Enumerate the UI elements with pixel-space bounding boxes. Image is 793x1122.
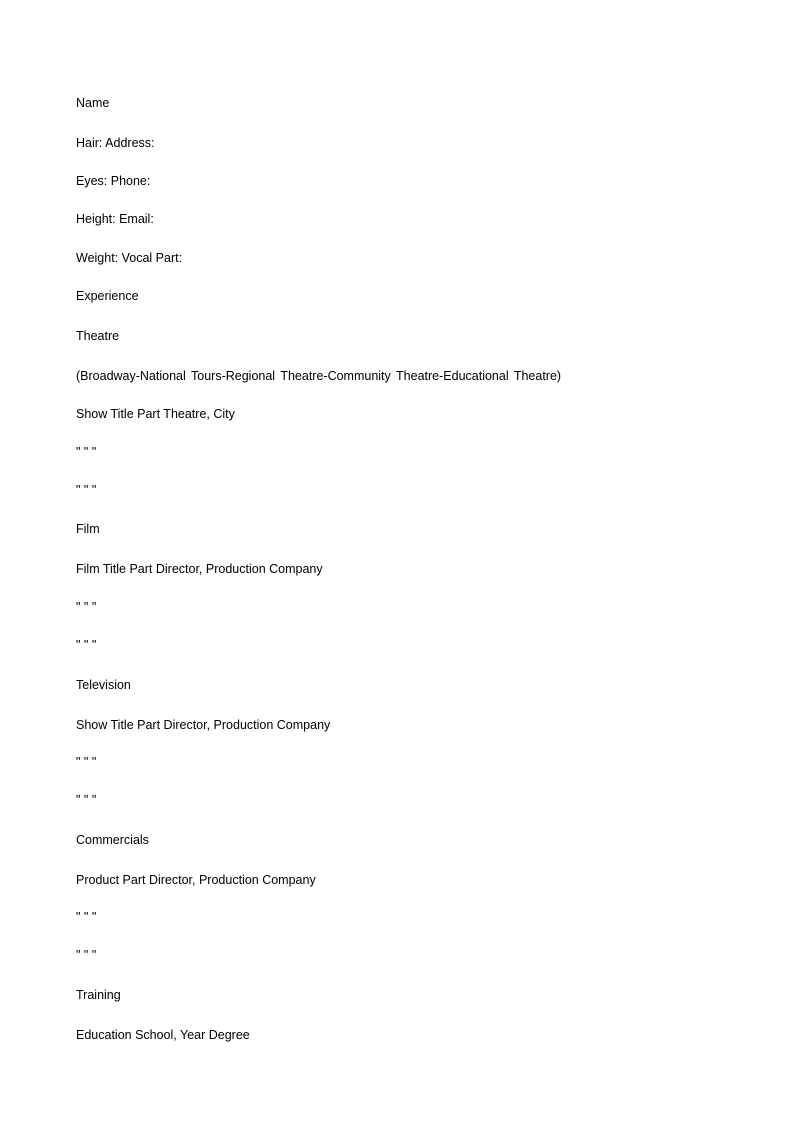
film-entry: Film Title Part Director, Production Company	[76, 562, 323, 576]
theatre-categories: (Broadway-National Tours-Regional Theatre-Community Theatre-Educational Theatre)	[76, 369, 562, 383]
film-ditto-1: " " "	[76, 600, 97, 614]
theatre-heading: Theatre	[76, 329, 120, 343]
eyes-phone-field: Eyes: Phone:	[76, 174, 151, 188]
film-heading: Film	[76, 522, 100, 536]
experience-heading: Experience	[76, 289, 139, 303]
theatre-ditto-1: " " "	[76, 445, 97, 459]
television-ditto-2: " " "	[76, 793, 97, 807]
commercials-entry: Product Part Director, Production Company	[76, 873, 316, 887]
training-heading: Training	[76, 988, 121, 1002]
television-entry: Show Title Part Director, Production Company	[76, 718, 331, 732]
commercials-heading: Commercials	[76, 833, 149, 847]
television-ditto-1: " " "	[76, 755, 97, 769]
commercials-ditto-2: " " "	[76, 948, 97, 962]
television-heading: Television	[76, 678, 131, 692]
theatre-entry: Show Title Part Theatre, City	[76, 407, 235, 421]
film-ditto-2: " " "	[76, 638, 97, 652]
commercials-ditto-1: " " "	[76, 910, 97, 924]
name-field: Name	[76, 96, 110, 110]
height-email-field: Height: Email:	[76, 212, 154, 226]
training-entry: Education School, Year Degree	[76, 1028, 250, 1042]
theatre-ditto-2: " " "	[76, 483, 97, 497]
hair-address-field: Hair: Address:	[76, 136, 155, 150]
weight-vocal-field: Weight: Vocal Part:	[76, 251, 183, 265]
